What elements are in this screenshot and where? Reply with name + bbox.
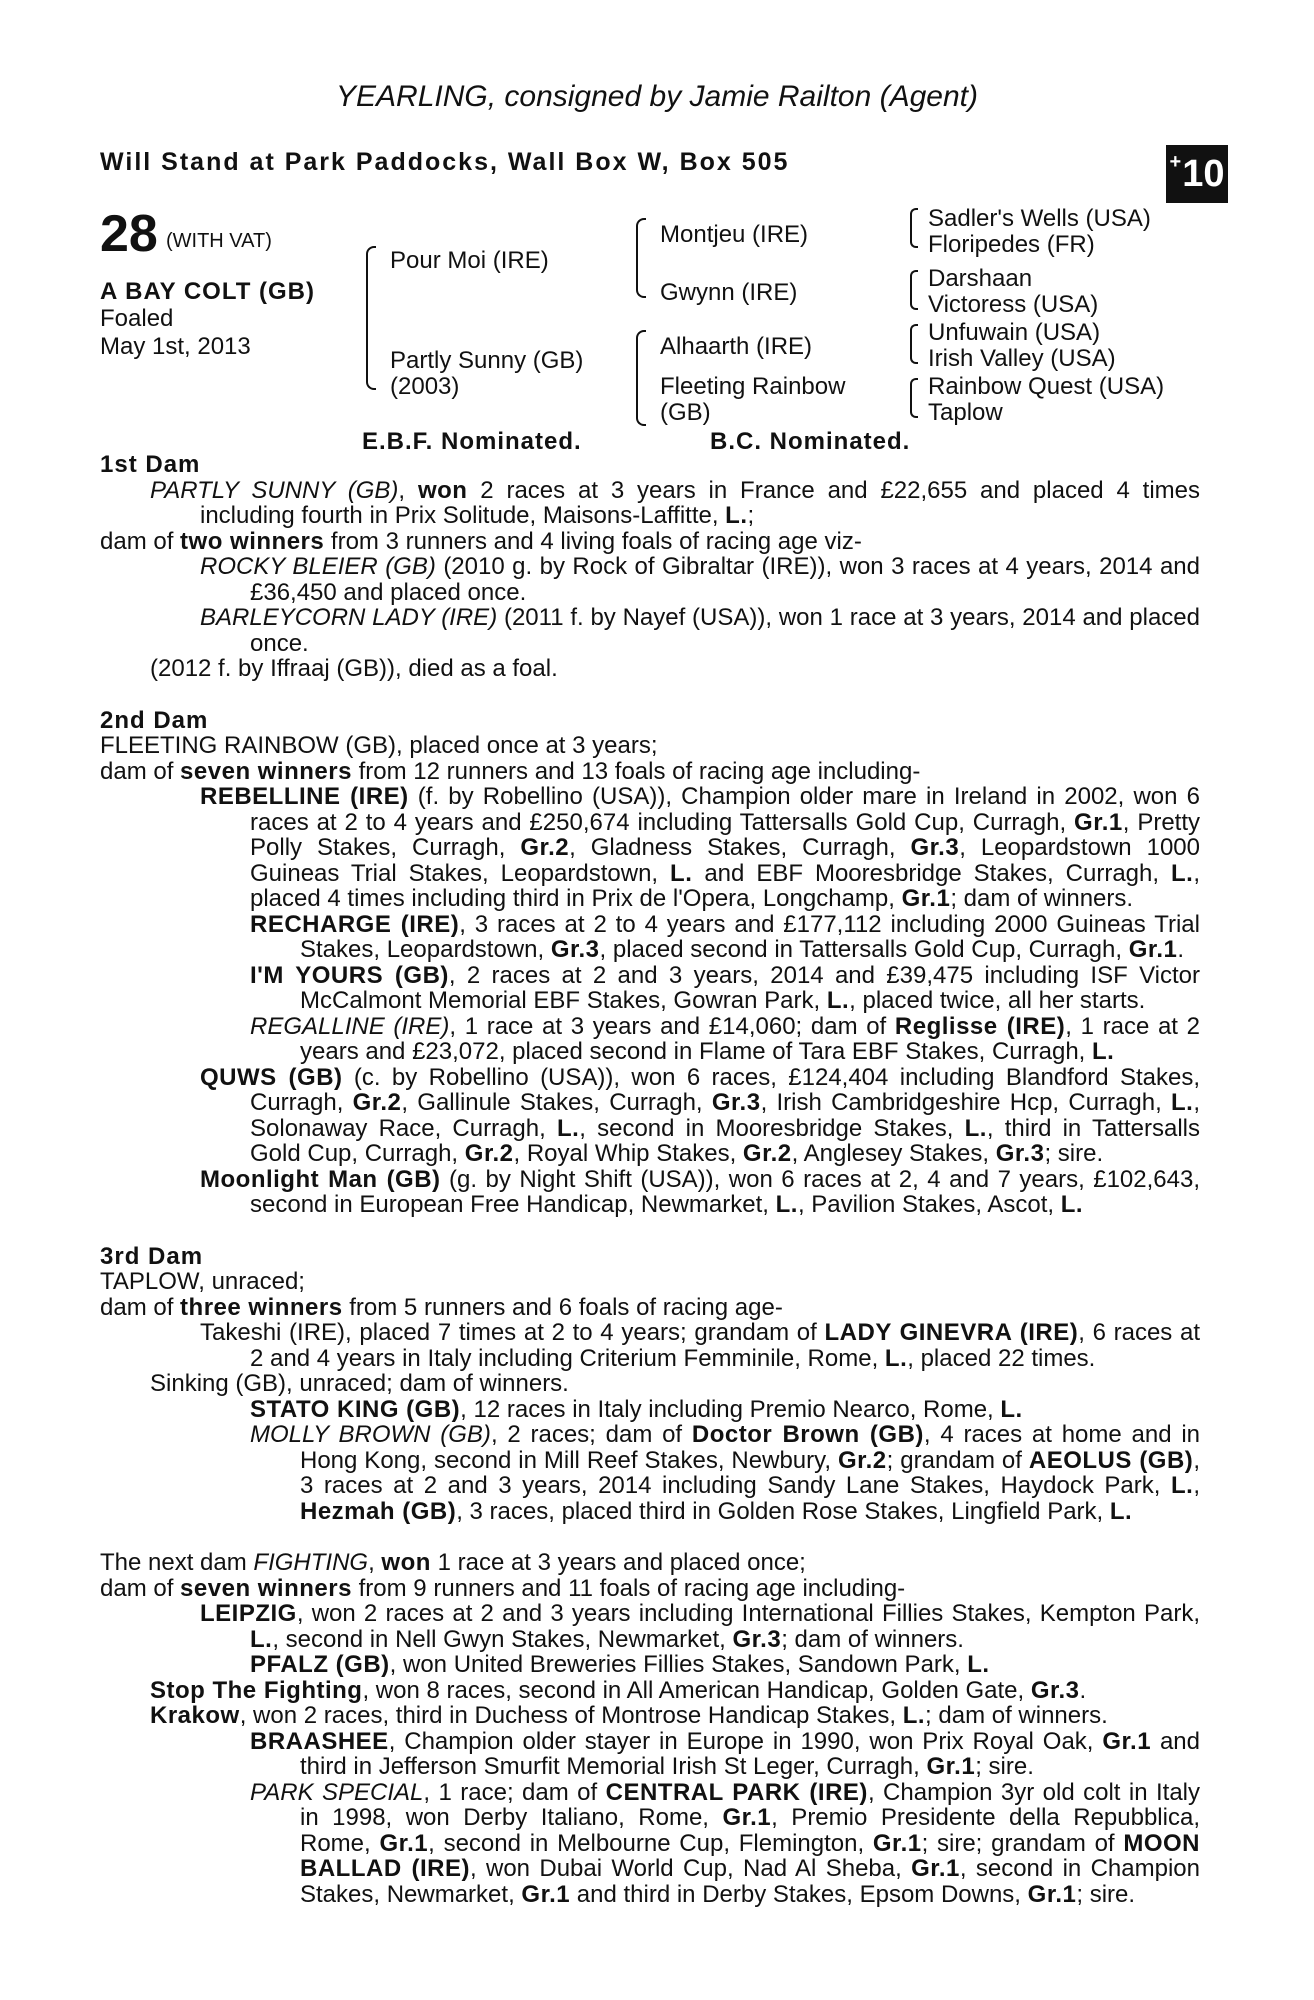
text-run: , Irish Cambridgeshire Hcp, Curragh, bbox=[760, 1089, 1172, 1116]
text-run: , bbox=[398, 476, 418, 504]
bold-text: Gr.1 bbox=[1128, 936, 1178, 963]
bold-text: L. bbox=[1171, 1472, 1194, 1499]
third-dam-p4: Sinking (GB), unraced; dam of winners. bbox=[150, 1370, 569, 1397]
text-run: , Gallinule Stakes, Curragh, bbox=[401, 1089, 712, 1116]
bold-text: Gr.2 bbox=[837, 1446, 887, 1474]
text-run: , bbox=[1193, 1472, 1200, 1499]
first-dam-p1 bbox=[100, 478, 1200, 529]
foaled-date: May 1st, 2013 bbox=[100, 333, 251, 360]
text-run: , bbox=[368, 1549, 382, 1576]
bold-text: L. bbox=[1092, 1038, 1115, 1065]
bold-text: Gr.3 bbox=[1030, 1676, 1080, 1704]
third-dam-heading: 3rd Dam bbox=[100, 1242, 204, 1270]
second-dam-p3 bbox=[100, 784, 1200, 912]
second-dam-p2 bbox=[100, 759, 1200, 785]
bold-text: Hezmah (GB) bbox=[300, 1497, 457, 1525]
spacer bbox=[100, 1524, 1200, 1550]
bold-text: Gr.1 bbox=[901, 885, 951, 912]
vat-label: (WITH VAT) bbox=[166, 230, 272, 252]
pedigree-dd-dam: Taplow bbox=[928, 399, 1003, 426]
bold-text: L. bbox=[1171, 1089, 1194, 1116]
text-run: and third in Jefferson Smurfit Memorial Irish St Leger, Curragh, bbox=[300, 1727, 1200, 1780]
second-dam-p7 bbox=[100, 1065, 1200, 1167]
second-dam-p5 bbox=[100, 963, 1200, 1014]
pedigree-dam-line2: (2003) bbox=[390, 373, 460, 400]
text-run: ; bbox=[747, 502, 755, 529]
text-run: The next dam bbox=[100, 1549, 254, 1576]
text-run: ; dam of winners. bbox=[781, 1625, 964, 1653]
text-run: (f. by Robellino (USA)), Champion older mare in Ireland in 2002, won 6 races at 2 to 4 years and £250,674 including Tattersalls Gold Cup, Curragh, bbox=[250, 783, 1200, 836]
third-dam-p3 bbox=[100, 1320, 1200, 1371]
bc-nominated: B.C. Nominated. bbox=[710, 428, 911, 455]
bold-text: MOON BALLAD (IRE) bbox=[300, 1829, 1201, 1882]
text-run: ; sire. bbox=[1076, 1880, 1136, 1908]
text-run: ; sire. bbox=[975, 1753, 1034, 1780]
bold-text: L. bbox=[964, 1114, 987, 1142]
next-dam-p5 bbox=[100, 1678, 1200, 1704]
third-dam-p6 bbox=[100, 1422, 1200, 1524]
text-run: , Leopardstown 1000 Guineas Trial Stakes, Leopardstown, bbox=[250, 834, 1200, 887]
bold-text: AEOLUS (GB) bbox=[1028, 1446, 1194, 1474]
first-dam-p4 bbox=[100, 605, 1200, 656]
pedigree-sire: Pour Moi (IRE) bbox=[390, 247, 549, 274]
second-dam-p6 bbox=[100, 1014, 1200, 1065]
bold-text: STATO KING (GB) bbox=[250, 1395, 461, 1423]
text-run: dam of bbox=[100, 1293, 181, 1321]
stand-location: Will Stand at Park Paddocks, Wall Box W, Box 505 bbox=[100, 148, 790, 176]
text-run: ; dam of winners. bbox=[950, 885, 1134, 912]
next-dam-p2 bbox=[100, 1576, 1200, 1602]
badge-number: 10 bbox=[1182, 152, 1225, 195]
bold-text: L. bbox=[902, 1702, 926, 1729]
pedigree-dam-dam-line2: (GB) bbox=[660, 399, 711, 426]
text-run: from 12 runners and 13 foals of racing age including- bbox=[351, 757, 921, 785]
text-run: , 1 race at 3 years and £14,060; dam of bbox=[449, 1012, 895, 1040]
bold-text: Gr.2 bbox=[464, 1140, 514, 1167]
bold-text: Gr.1 bbox=[379, 1829, 429, 1857]
text-run: from 5 runners and 6 foals of racing age- bbox=[342, 1293, 783, 1321]
bold-text: Gr.1 bbox=[521, 1880, 571, 1908]
lot-number: 28 bbox=[100, 205, 158, 263]
text-run: ; dam of winners. bbox=[925, 1702, 1108, 1729]
bold-text: Gr.3 bbox=[732, 1625, 782, 1653]
text-run: , 1 race at 2 years and £23,072, placed second in Flame of Tara EBF Stakes, Curragh, bbox=[300, 1012, 1200, 1065]
bold-text: Gr.1 bbox=[872, 1829, 922, 1857]
pedigree-sire-dam: Gwynn (IRE) bbox=[660, 279, 798, 306]
text-run: , 6 races at 2 and 4 years in Italy including Criterium Femminile, Rome, bbox=[250, 1319, 1200, 1372]
text-run: (2010 g. by Rock of Gibraltar (IRE)), won 3 races at 4 years, 2014 and £36,450 and placed once. bbox=[250, 553, 1201, 606]
bold-text: Gr.1 bbox=[926, 1753, 976, 1780]
text-run: , Pavilion Stakes, Ascot, bbox=[797, 1191, 1061, 1218]
bold-text: Gr.1 bbox=[911, 1855, 960, 1882]
text-run: , 1 race; dam of bbox=[423, 1778, 606, 1806]
bold-text: won bbox=[381, 1549, 431, 1576]
bold-text: Stop The Fighting bbox=[150, 1676, 363, 1704]
first-dam-p2 bbox=[100, 529, 1200, 555]
text-run: , Premio Presidente della Repubblica, Rome, bbox=[300, 1804, 1200, 1857]
bold-text: seven winners bbox=[180, 1574, 352, 1602]
text-run: , second in Champion Stakes, Newmarket, bbox=[300, 1855, 1200, 1908]
pedigree-ds-sire: Unfuwain (USA) bbox=[928, 319, 1101, 346]
badge-plus: + bbox=[1169, 150, 1182, 173]
bold-text: Gr.1 bbox=[1074, 808, 1123, 836]
ebf-nominated: E.B.F. Nominated. bbox=[362, 428, 582, 455]
text-run: , 2 races at 2 and 3 years, 2014 and £39,475 including ISF Victor McCalmont Memorial EBF Stakes, Gowran Park, bbox=[300, 961, 1200, 1014]
text-run: , 3 races at 2 and 3 years, 2014 including Sandy Lane Stakes, Haydock Park, bbox=[300, 1446, 1200, 1499]
bold-text: L. bbox=[725, 502, 748, 529]
bracket-dam bbox=[636, 330, 646, 426]
text-run: , won 2 races at 2 and 3 years including International Fillies Stakes, Kempton Park, bbox=[296, 1600, 1200, 1627]
text-run: ; sire; grandam of bbox=[921, 1829, 1124, 1857]
text-run: , second in Nell Gwyn Stakes, Newmarket, bbox=[272, 1625, 733, 1653]
italic-text: ROCKY BLEIER (GB) bbox=[200, 553, 436, 580]
pedigree-ss-dam: Floripedes (FR) bbox=[928, 231, 1095, 258]
bold-text: L. bbox=[826, 987, 850, 1014]
bold-text: L. bbox=[775, 1191, 798, 1218]
first-dam-p3 bbox=[100, 554, 1200, 605]
bold-text: Doctor Brown (GB) bbox=[691, 1421, 924, 1448]
bold-text: two winners bbox=[180, 527, 325, 555]
pedigree-dam-sire: Alhaarth (IRE) bbox=[660, 333, 813, 360]
text-run: , 3 races, placed third in Golden Rose Stakes, Lingfield Park, bbox=[456, 1497, 1110, 1525]
bold-text: L. bbox=[250, 1625, 273, 1653]
bracket-sd bbox=[910, 270, 918, 310]
text-run: ; grandam of bbox=[886, 1446, 1029, 1474]
bold-text: seven winners bbox=[180, 757, 352, 785]
bold-text: CENTRAL PARK (IRE) bbox=[605, 1778, 868, 1806]
text-run: , won 2 races, third in Duchess of Montrose Handicap Stakes, bbox=[239, 1702, 903, 1729]
bold-text: BRAASHEE bbox=[250, 1727, 389, 1755]
next-dam-p7 bbox=[100, 1729, 1200, 1780]
italic-text: MOLLY BROWN (GB) bbox=[250, 1421, 491, 1448]
text-run: Takeshi (IRE), placed 7 times at 2 to 4 years; grandam of bbox=[200, 1319, 825, 1346]
next-dam-p6 bbox=[100, 1703, 1200, 1729]
bold-text: Reglisse (IRE) bbox=[894, 1012, 1066, 1040]
text-run: from 9 runners and 11 foals of racing age including- bbox=[351, 1574, 906, 1602]
text-run: (c. by Robellino (USA)), won 6 races, £124,404 including Blandford Stakes, Curragh, bbox=[250, 1063, 1200, 1116]
text-run: , second in Melbourne Cup, Flemington, bbox=[428, 1829, 873, 1857]
italic-text: FIGHTING bbox=[253, 1549, 369, 1576]
bold-text: Gr.1 bbox=[1102, 1727, 1152, 1755]
italic-text: PARK SPECIAL bbox=[250, 1778, 424, 1806]
bold-text: L. bbox=[884, 1344, 908, 1372]
text-run: , Champion older stayer in Europe in 1990, won Prix Royal Oak, bbox=[388, 1727, 1103, 1755]
text-run: , won United Breweries Fillies Stakes, Sandown Park, bbox=[389, 1651, 968, 1678]
bold-text: three winners bbox=[180, 1293, 343, 1321]
text-run: 1 race at 3 years and placed once; bbox=[430, 1549, 806, 1576]
bold-text: Gr.1 bbox=[1027, 1880, 1077, 1908]
text-run: , won 8 races, second in All American Handicap, Golden Gate, bbox=[362, 1676, 1031, 1704]
text-run: ; sire. bbox=[1044, 1140, 1104, 1167]
spacer bbox=[100, 1218, 1200, 1244]
bold-text: Moonlight Man (GB) bbox=[200, 1165, 441, 1193]
bracket-ds bbox=[910, 324, 918, 364]
page-header-title: YEARLING, consigned by Jamie Railton (Agent) bbox=[336, 80, 978, 113]
text-run: . bbox=[1177, 936, 1185, 963]
text-run: , placed second in Tattersalls Gold Cup, Curragh, bbox=[599, 936, 1129, 963]
bold-text: Gr.3 bbox=[711, 1089, 761, 1116]
bold-text: L. bbox=[670, 859, 693, 887]
bold-text: L. bbox=[556, 1114, 580, 1142]
bold-text: Gr.3 bbox=[995, 1140, 1045, 1167]
pedigree-sd-dam: Victoress (USA) bbox=[928, 291, 1099, 318]
bold-text: L. bbox=[1109, 1497, 1133, 1525]
text-run: dam of bbox=[100, 757, 181, 785]
next-dam-p3 bbox=[100, 1601, 1200, 1652]
text-run: , Solonaway Race, Curragh, bbox=[250, 1089, 1201, 1142]
text-run: and EBF Mooresbridge Stakes, Curragh, bbox=[692, 859, 1171, 887]
bold-text: LEIPZIG bbox=[200, 1600, 297, 1627]
third-dam-p2 bbox=[100, 1295, 1200, 1321]
text-run: , Champion 3yr old colt in Italy in 1998, won Derby Italiano, Rome, bbox=[300, 1778, 1200, 1831]
bracket-dd bbox=[910, 378, 918, 418]
next-dam-p4 bbox=[100, 1652, 1200, 1678]
text-run: , placed 4 times including third in Prix de l'Opera, Longchamp, bbox=[250, 859, 1200, 912]
text-run: . bbox=[1079, 1676, 1087, 1704]
text-run: , second in Mooresbridge Stakes, bbox=[579, 1114, 965, 1142]
bold-text: I'M YOURS (GB) bbox=[250, 961, 449, 989]
bold-text: won bbox=[417, 476, 468, 504]
text-run: (g. by Night Shift (USA)), won 6 races at 2, 4 and 7 years, £102,643, second in European Free Handicap, Newmarket, bbox=[250, 1165, 1201, 1218]
foaled-info bbox=[100, 305, 251, 361]
next-dam-p8 bbox=[100, 1780, 1200, 1908]
bracket-gen1 bbox=[366, 246, 376, 390]
italic-text: BARLEYCORN LADY (IRE) bbox=[200, 604, 498, 631]
bold-text: Gr.2 bbox=[520, 834, 570, 861]
spacer bbox=[100, 682, 1200, 708]
bracket-sire bbox=[636, 218, 646, 298]
third-dam-p5 bbox=[100, 1397, 1200, 1423]
third-dam-p1: TAPLOW, unraced; bbox=[100, 1268, 305, 1295]
bold-text: L. bbox=[1000, 1395, 1023, 1423]
bold-text: LADY GINEVRA (IRE) bbox=[824, 1319, 1079, 1346]
italic-text: PARTLY SUNNY (GB) bbox=[150, 476, 399, 504]
bold-text: REBELLINE (IRE) bbox=[200, 783, 409, 810]
bold-text: L. bbox=[1171, 859, 1194, 887]
pedigree-dd-sire: Rainbow Quest (USA) bbox=[928, 373, 1165, 400]
second-dam-p8 bbox=[100, 1167, 1200, 1218]
lot-description: A BAY COLT (GB) bbox=[100, 278, 316, 305]
pedigree-ss-sire: Sadler's Wells (USA) bbox=[928, 205, 1151, 232]
text-run: dam of bbox=[100, 1574, 181, 1602]
text-run: , Pretty Polly Stakes, Curragh, bbox=[250, 808, 1201, 861]
text-run: , Gladness Stakes, Curragh, bbox=[569, 834, 911, 861]
pedigree-dam-dam-line1: Fleeting Rainbow bbox=[660, 373, 846, 400]
bold-text: Gr.3 bbox=[550, 936, 600, 963]
bold-text: Gr.3 bbox=[910, 834, 960, 861]
text-run: and third in Derby Stakes, Epsom Downs, bbox=[570, 1880, 1028, 1908]
text-run: , won Dubai World Cup, Nad Al Sheba, bbox=[469, 1855, 912, 1882]
pedigree-dam-line1: Partly Sunny (GB) bbox=[390, 347, 584, 374]
bold-text: L. bbox=[1060, 1191, 1084, 1218]
text-run: , placed twice, all her starts. bbox=[849, 987, 1146, 1014]
text-run: , 12 races in Italy including Premio Nearco, Rome, bbox=[460, 1395, 1001, 1423]
produce-record bbox=[100, 452, 1200, 1907]
text-run: from 3 runners and 4 living foals of racing age viz- bbox=[324, 527, 862, 555]
bold-text: Krakow bbox=[150, 1702, 240, 1729]
pedigree-sire-sire: Montjeu (IRE) bbox=[660, 221, 809, 248]
bold-text: QUWS (GB) bbox=[200, 1063, 343, 1091]
bold-text: RECHARGE (IRE) bbox=[250, 910, 460, 938]
text-run: , 4 races at home and in Hong Kong, second in Mill Reef Stakes, Newbury, bbox=[300, 1421, 1201, 1474]
pedigree-sd-sire: Darshaan bbox=[928, 265, 1033, 292]
first-dam-heading: 1st Dam bbox=[100, 451, 201, 478]
bold-text: L. bbox=[967, 1651, 990, 1678]
foaled-label: Foaled bbox=[100, 305, 174, 332]
pedigree-ds-dam: Irish Valley (USA) bbox=[928, 345, 1116, 372]
text-run: , Royal Whip Stakes, bbox=[513, 1140, 743, 1167]
lot-badge bbox=[1166, 145, 1228, 203]
text-run: , placed 22 times. bbox=[907, 1344, 1096, 1372]
bold-text: Gr.1 bbox=[722, 1804, 772, 1831]
second-dam-p1: FLEETING RAINBOW (GB), placed once at 3 years; bbox=[100, 732, 658, 759]
text-run: , third in Tattersalls Gold Cup, Curragh, bbox=[250, 1114, 1201, 1167]
text-run: , 2 races; dam of bbox=[490, 1421, 692, 1448]
next-dam-p1 bbox=[100, 1550, 1200, 1576]
bold-text: Gr.2 bbox=[742, 1140, 792, 1167]
text-run: , 3 races at 2 to 4 years and £177,112 including 2000 Guineas Trial Stakes, Leopardstown, bbox=[300, 910, 1200, 963]
first-dam-p5: (2012 f. by Iffraaj (GB)), died as a foal. bbox=[150, 655, 558, 682]
bracket-ss bbox=[910, 208, 918, 248]
text-run: dam of bbox=[100, 527, 181, 555]
second-dam-p4 bbox=[100, 912, 1200, 963]
text-run: , Anglesey Stakes, bbox=[791, 1140, 996, 1167]
bold-text: PFALZ (GB) bbox=[250, 1651, 390, 1678]
text-run: 2 races at 3 years in France and £22,655 and placed 4 times including fourth in Prix Solitude, Maisons-Laffitte, bbox=[200, 476, 1200, 529]
italic-text: REGALLINE (IRE) bbox=[250, 1012, 450, 1040]
text-run: (2011 f. by Nayef (USA)), won 1 race at 3 years, 2014 and placed once. bbox=[250, 604, 1200, 657]
bold-text: Gr.2 bbox=[352, 1089, 402, 1116]
second-dam-heading: 2nd Dam bbox=[100, 706, 209, 734]
